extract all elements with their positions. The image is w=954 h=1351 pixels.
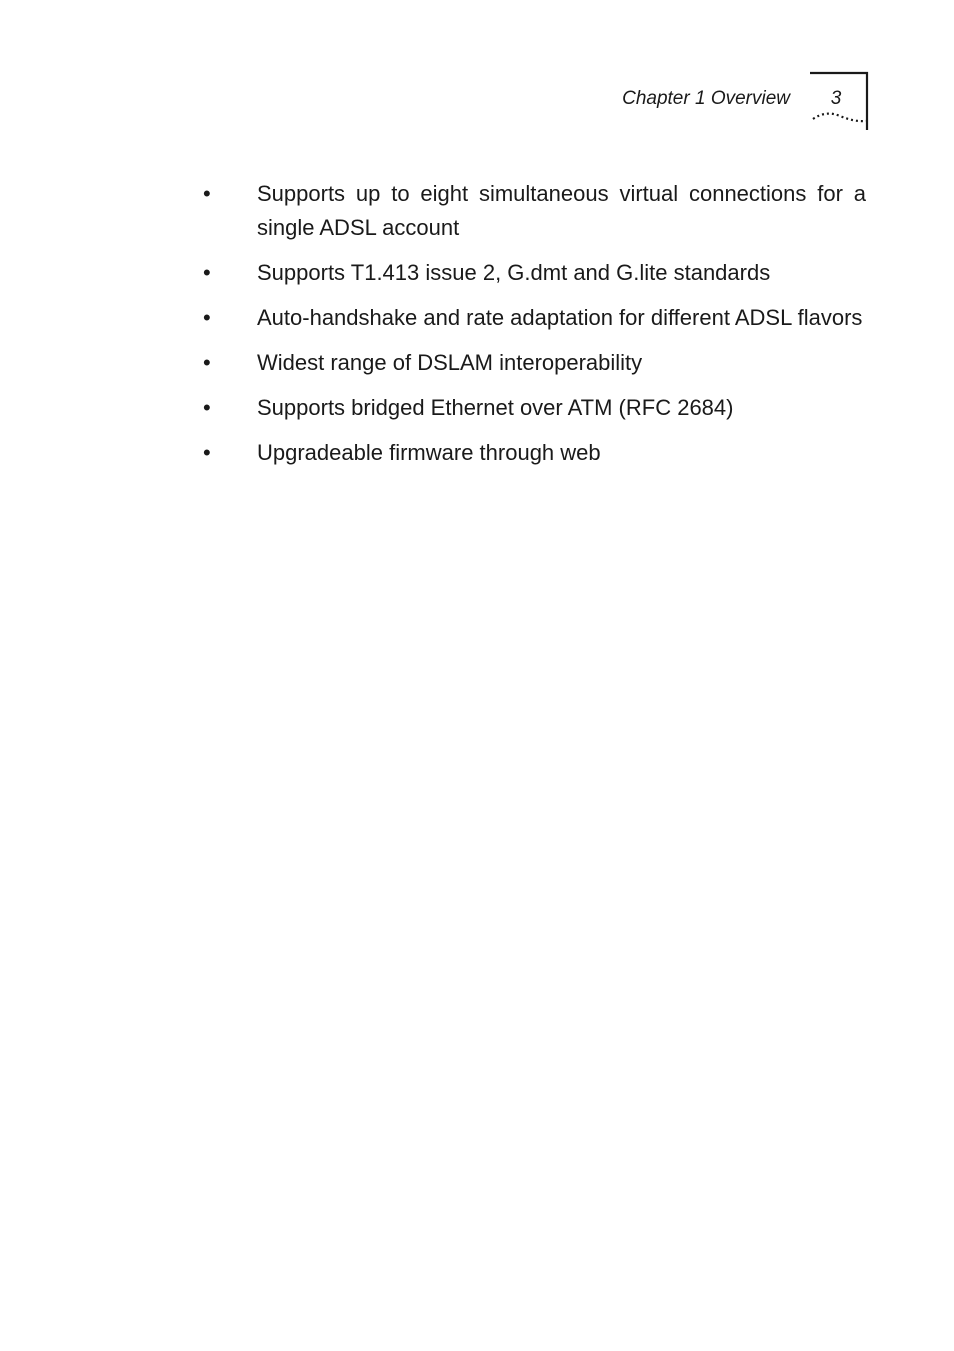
bullet-icon: • (203, 395, 211, 420)
bullet-icon: • (203, 440, 211, 465)
feature-text: Upgradeable firmware through web (257, 440, 601, 465)
feature-text: Auto-handshake and rate adaptation for different ADSL flavors (257, 305, 863, 330)
feature-list (200, 177, 866, 481)
bullet-icon: • (203, 181, 211, 206)
running-header-chapter-title: Chapter 1 Overview (622, 88, 790, 109)
feature-text: Supports up to eight simultaneous virtual connections for a single ADSL account (257, 181, 866, 240)
page-corner-mark (808, 71, 872, 133)
bullet-icon: • (203, 305, 211, 330)
feature-text: Supports bridged Ethernet over ATM (RFC 2684) (257, 395, 734, 420)
feature-item (200, 391, 866, 425)
feature-text: Supports T1.413 issue 2, G.dmt and G.lite standards (257, 260, 771, 285)
bullet-icon: • (203, 350, 211, 375)
feature-item (200, 436, 866, 470)
corner-bracket-line (810, 73, 867, 130)
feature-item (200, 256, 866, 290)
feature-text: Widest range of DSLAM interoperability (257, 350, 643, 375)
feature-item (200, 301, 866, 335)
bullet-icon: • (203, 260, 211, 285)
page-number: 3 (830, 88, 842, 109)
corner-dotted-wave (813, 114, 866, 122)
feature-item (200, 177, 866, 245)
feature-item (200, 346, 866, 380)
